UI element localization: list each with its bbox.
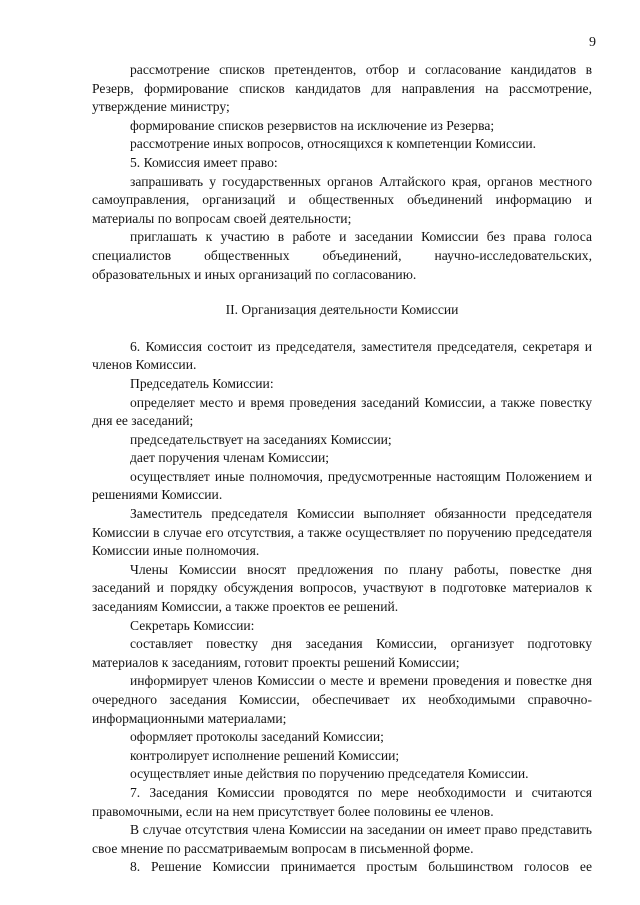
document-body bbox=[92, 61, 592, 877]
paragraph-members: Члены Комиссии вносят предложения по плану работы, повестке дня заседаний и порядку обсуждения вопросов, участвуют в подготовке материалов к заседаниям Комиссии, а также проектов ее решений. bbox=[92, 561, 592, 615]
paragraph-clause-6: 6. Комиссия состоит из председателя, заместителя председателя, секретаря и членов Комиссии. bbox=[92, 338, 592, 373]
paragraph-secretary-protocols: оформляет протоколы заседаний Комиссии; bbox=[130, 729, 384, 745]
paragraph-chairman: Председатель Комиссии: bbox=[130, 375, 274, 391]
paragraph-chairman-instructs: дает поручения членам Комиссии; bbox=[130, 450, 330, 466]
paragraph-secretary-controls: контролирует исполнение решений Комиссии; bbox=[130, 747, 400, 763]
paragraph-chairman-other: осуществляет иные полномочия, предусмотренные настоящим Положением и решениями Комиссии. bbox=[92, 468, 592, 503]
paragraph-clause-5: 5. Комиссия имеет право: bbox=[130, 154, 278, 170]
paragraph-secretary-informs: информирует членов Комиссии о месте и времени проведения и повестке дня очередного заседания Комиссии, обеспечивает их необходимыми справочно-информационными материалами; bbox=[92, 673, 592, 726]
paragraph-invite-specialists: приглашать к участию в работе и заседании Комиссии без права голоса специалистов общественных объединений, научно-исследовательских, образовательных и иных организаций по согласованию. bbox=[92, 229, 592, 282]
paragraph-clause-7: 7. Заседания Комиссии проводятся по мере необходимости и считаются правомочными, если на нем присутствует более половины ее членов. bbox=[92, 784, 592, 819]
paragraph-clause-8: 8. Решение Комиссии принимается простым большинством голосов ее bbox=[130, 859, 592, 875]
paragraph-deputy-chairman: Заместитель председателя Комиссии выполняет обязанности председателя Комиссии в случае его отсутствия, а также осуществляет по поручению председателя Комиссии иные полномочия. bbox=[92, 506, 592, 559]
paragraph-secretary-other: осуществляет иные действия по поручению председателя Комиссии. bbox=[130, 766, 529, 782]
page-number: 9 bbox=[589, 35, 596, 50]
paragraph-absent-member: В случае отсутствия члена Комиссии на заседании он имеет право представить свое мнение по рассматриваемым вопросам в письменной форме. bbox=[92, 822, 592, 856]
paragraph-candidates-review: рассмотрение списков претендентов, отбор и согласование кандидатов в Резерв, формирование списков кандидатов для направления на рассмотрение, утверждение министру; bbox=[92, 62, 592, 115]
paragraph-exclusion-lists: формирование списков резервистов на исключение из Резерва; bbox=[130, 117, 495, 133]
paragraph-request-information: запрашивать у государственных органов Алтайского края, органов местного самоуправления, организаций и общественных объединений информацию и материалы по вопросам своей деятельности; bbox=[92, 173, 592, 226]
paragraph-secretary-agenda: составляет повестку дня заседания Комиссии, организует подготовку материалов к заседаниям, готовит проекты решений Комиссии; bbox=[92, 636, 592, 670]
paragraph-secretary: Секретарь Комиссии: bbox=[130, 617, 255, 633]
paragraph-other-questions: рассмотрение иных вопросов, относящихся к компетенции Комиссии. bbox=[130, 136, 537, 152]
paragraph-chairman-defines: определяет место и время проведения заседаний Комиссии, а также повестку дня ее заседаний; bbox=[92, 394, 592, 429]
section-heading-organization: II. Организация деятельности Комиссии bbox=[225, 302, 459, 318]
paragraph-chairman-presides: председательствует на заседаниях Комиссии; bbox=[130, 431, 392, 447]
